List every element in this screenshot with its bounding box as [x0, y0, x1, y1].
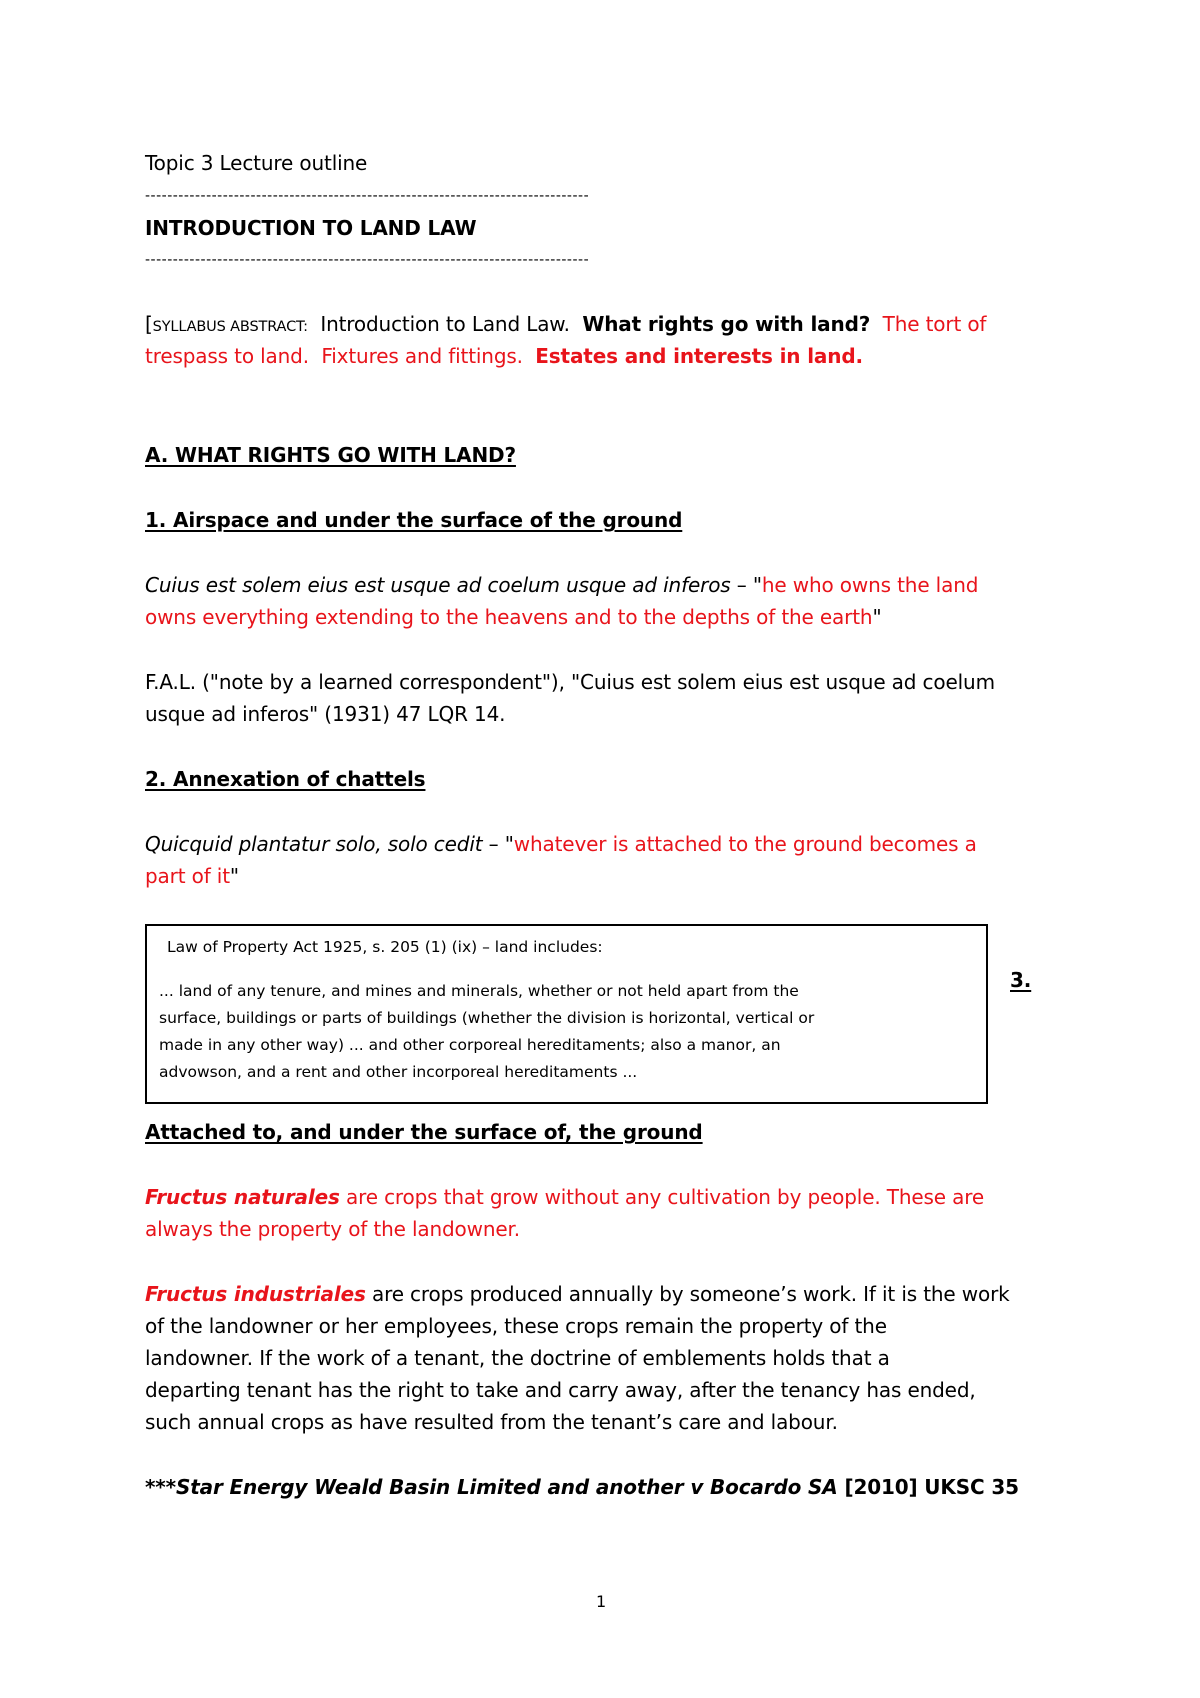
syllabus-line-1: [145, 312, 986, 336]
maxim-2-latin: Quicquid plantatur solo, solo cedit: [145, 832, 483, 856]
statute-line-4: advowson, and a rent and other incorporeal hereditaments ...: [159, 1063, 638, 1081]
statute-box: [145, 924, 988, 1104]
fructus-naturales-line-2: always the property of the landowner.: [145, 1217, 520, 1241]
statute-heading: Law of Property Act 1925, s. 205 (1) (ix) – land includes:: [167, 938, 603, 956]
fructus-industriales-line-3: landowner. If the work of a tenant, the doctrine of emblements holds that a: [145, 1346, 890, 1370]
statute-line-3: made in any other way) ... and other corporeal hereditaments; also a manor, an: [159, 1036, 781, 1054]
maxim-1-line-1: [145, 573, 978, 597]
case-prefix: ***: [145, 1475, 176, 1499]
maxim-2-quote-close: ": [229, 864, 239, 888]
fal-citation-line-1: F.A.L. ("note by a learned correspondent"), "Cuius est solem eius est usque ad coelum: [145, 670, 995, 694]
topic-label: Topic 3 Lecture outline: [145, 151, 368, 175]
fructus-industriales-term: Fructus industriales: [145, 1282, 366, 1306]
syllabus-tort: The tort of: [882, 312, 987, 336]
syllabus-fixtures: Fixtures and fittings.: [321, 344, 523, 368]
header-rule-bottom: --------------------------------------------------------------------------------: [145, 252, 590, 268]
document-title: INTRODUCTION TO LAND LAW: [145, 216, 477, 240]
maxim-2-translation-a: whatever is attached to the ground becomes a: [513, 832, 977, 856]
syllabus-intro: Introduction to Land Law.: [320, 312, 570, 336]
statute-line-1: ... land of any tenure, and mines and minerals, whether or not held apart from the: [159, 982, 799, 1000]
maxim-2-line-2: [145, 864, 239, 888]
fructus-industriales-line-4: departing tenant has the right to take and carry away, after the tenancy has ended,: [145, 1378, 976, 1402]
case-name: Star Energy Weald Basin Limited and another v Bocardo SA: [175, 1475, 838, 1499]
case-citation: [145, 1475, 1019, 1499]
fructus-naturales-term: Fructus naturales: [145, 1185, 340, 1209]
fructus-industriales-line-2: of the landowner or her employees, these crops remain the property of the: [145, 1314, 887, 1338]
subsection-1-heading: 1. Airspace and under the surface of the ground: [145, 508, 683, 532]
fructus-naturales-text-a: are crops that grow without any cultivation by people. These are: [339, 1185, 985, 1209]
header-rule-top: --------------------------------------------------------------------------------: [145, 188, 590, 204]
syllabus-bracket: [: [145, 312, 153, 336]
subsection-3-number: 3.: [1010, 968, 1032, 992]
maxim-1-translation-a: he who owns the land: [761, 573, 979, 597]
fructus-industriales-text-a: are crops produced annually by someone’s work. If it is the work: [365, 1282, 1010, 1306]
maxim-1-translation-b: owns everything extending to the heavens and to the depths of the earth: [145, 605, 873, 629]
maxim-1-latin: Cuius est solem eius est usque ad coelum usque ad inferos: [145, 573, 731, 597]
syllabus-label: SYLLABUS ABSTRACT:: [152, 319, 308, 335]
fructus-naturales-line-1: [145, 1185, 984, 1209]
subsection-3-heading: Attached to, and under the surface of, the ground: [145, 1120, 703, 1144]
maxim-2-line-1: [145, 832, 977, 856]
subsection-2-heading: 2. Annexation of chattels: [145, 767, 426, 791]
case-reference: [2010] UKSC 35: [837, 1475, 1019, 1499]
syllabus-trespass: trespass to land.: [145, 344, 309, 368]
fructus-industriales-line-5: such annual crops as have resulted from the tenant’s care and labour.: [145, 1410, 838, 1434]
section-a-heading: A. WHAT RIGHTS GO WITH LAND?: [145, 443, 516, 467]
fructus-industriales-line-1: [145, 1282, 1010, 1306]
syllabus-line-2: [145, 344, 863, 368]
maxim-2-translation-b: part of it: [145, 864, 230, 888]
maxim-1-quote-close: ": [872, 605, 882, 629]
page-number: 1: [596, 1592, 607, 1611]
syllabus-rights: What rights go with land?: [582, 312, 871, 336]
maxim-1-line-2: [145, 605, 882, 629]
fal-citation-line-2: usque ad inferos" (1931) 47 LQR 14.: [145, 702, 506, 726]
maxim-1-dash: – ": [730, 573, 762, 597]
syllabus-estates: Estates and interests in land.: [535, 344, 863, 368]
maxim-2-dash: – ": [482, 832, 514, 856]
statute-line-2: surface, buildings or parts of buildings (whether the division is horizontal, vertical or: [159, 1009, 815, 1027]
